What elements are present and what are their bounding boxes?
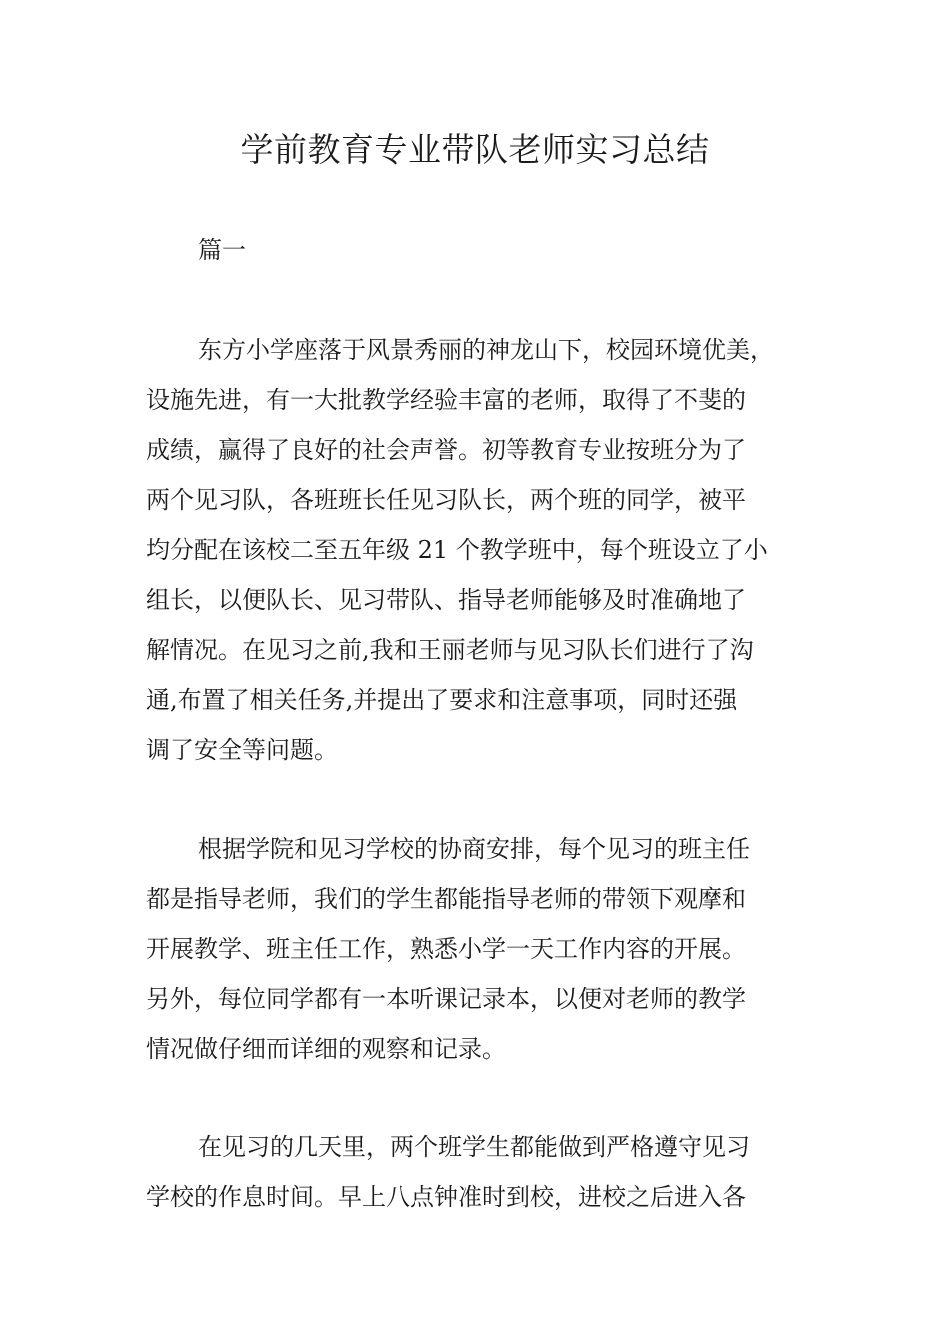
- paragraph-line: 成绩，赢得了良好的社会声誉。初等教育专业按班分为了: [146, 436, 746, 464]
- paragraph-line: 解情况。在见习之前,我和王丽老师与见习队长们进行了沟: [146, 636, 754, 664]
- paragraph-line: 根据学院和见习学校的协商安排，每个见习的班主任: [198, 835, 750, 863]
- paragraph-line: 在见习的几天里，两个班学生都能做到严格遵守见习: [198, 1133, 750, 1161]
- document-title: 学前教育专业带队老师实习总结: [240, 130, 710, 169]
- section-label: 篇一: [198, 236, 246, 264]
- paragraph-line: 开展教学、班主任工作，熟悉小学一天工作内容的开展。: [146, 935, 746, 963]
- paragraph-line: 两个见习队，各班班长任见习队长，两个班的同学，被平: [146, 486, 746, 514]
- paragraph-line: 另外，每位同学都有一本听课记录本，以便对老师的教学: [146, 985, 746, 1013]
- paragraph-line: 东方小学座落于风景秀丽的神龙山下，校园环境优美，: [198, 336, 774, 364]
- paragraph-line: 组长，以便队长、见习带队、指导老师能够及时准确地了: [146, 586, 746, 614]
- paragraph-line: 设施先进，有一大批教学经验丰富的老师，取得了不斐的: [146, 386, 746, 414]
- paragraph-line: 调了安全等问题。: [146, 736, 338, 764]
- paragraph-line: 学校的作息时间。早上八点钟准时到校，进校之后进入各: [146, 1183, 746, 1211]
- paragraph-line: 均分配在该校二至五年级 21 个教学班中，每个班设立了小: [146, 536, 768, 564]
- paragraph-line: 通,布置了相关任务,并提出了要求和注意事项，同时还强: [146, 686, 738, 714]
- paragraph-line: 情况做仔细而详细的观察和记录。: [146, 1035, 506, 1063]
- paragraph-line: 都是指导老师，我们的学生都能指导老师的带领下观摩和: [146, 885, 746, 913]
